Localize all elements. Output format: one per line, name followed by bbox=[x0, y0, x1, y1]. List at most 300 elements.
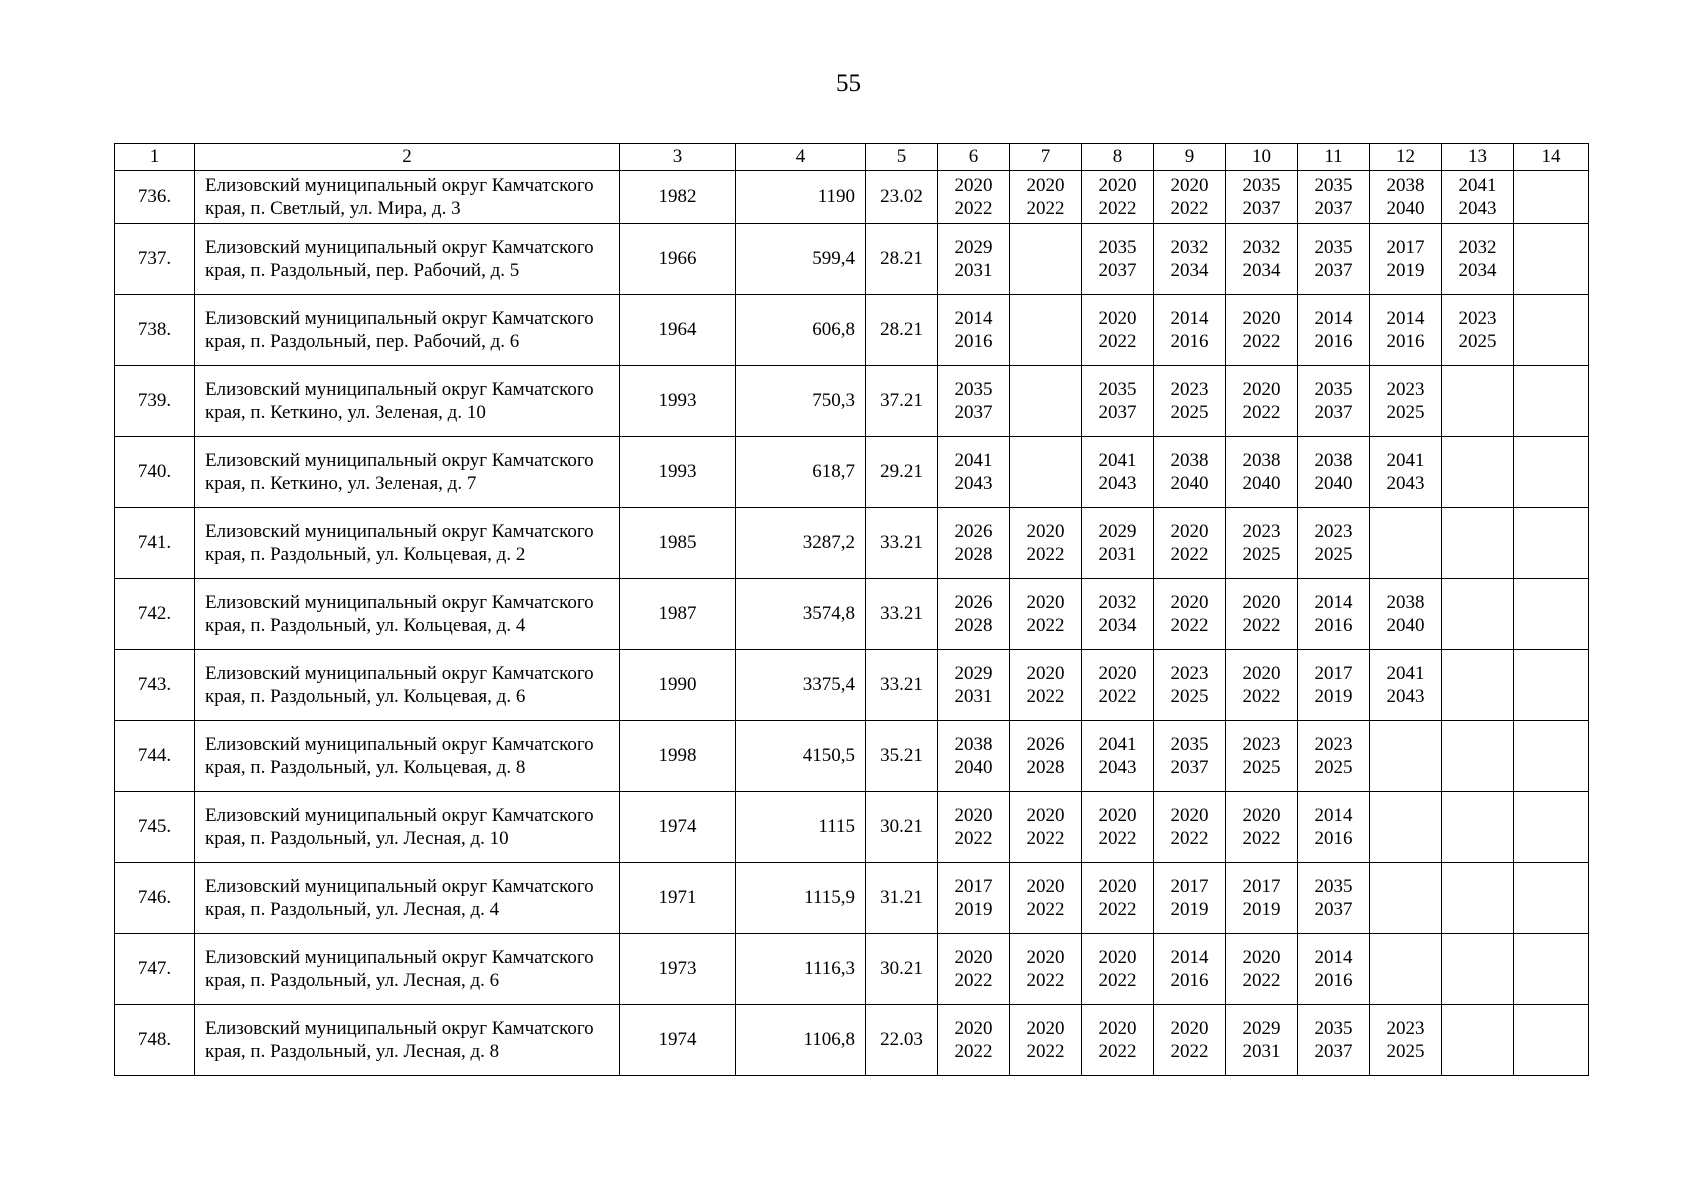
address-cell: Елизовский муниципальный округ Камчатского края, п. Кеткино, ул. Зеленая, д. 7 bbox=[195, 437, 620, 508]
period-start-year: 2014 bbox=[1170, 308, 1209, 329]
period-end-year: 2022 bbox=[1242, 331, 1281, 352]
period-cell-col-11 bbox=[1298, 224, 1370, 295]
period-end-year: 2022 bbox=[1026, 899, 1065, 920]
period-end-year: 2040 bbox=[1386, 198, 1425, 219]
period-cell-col-12 bbox=[1370, 721, 1442, 792]
period-end-year: 2022 bbox=[1170, 828, 1209, 849]
period-start-year: 2014 bbox=[954, 308, 993, 329]
period-start-year: 2023 bbox=[1242, 734, 1281, 755]
period-cell-col-14 bbox=[1514, 171, 1589, 224]
period-start-year: 2017 bbox=[1242, 876, 1281, 897]
period-end-year: 2025 bbox=[1242, 544, 1281, 565]
period-end-year: 2025 bbox=[1314, 757, 1353, 778]
period-end-year: 2022 bbox=[954, 198, 993, 219]
column-header-5: 5 bbox=[866, 144, 938, 171]
wear-cell: 30.21 bbox=[866, 792, 938, 863]
period-end-year: 2022 bbox=[1242, 402, 1281, 423]
period-cell-col-11 bbox=[1298, 721, 1370, 792]
period-end-year: 2043 bbox=[954, 473, 993, 494]
period-cell-col-12 bbox=[1370, 934, 1442, 1005]
period-cell-col-11 bbox=[1298, 366, 1370, 437]
construction-year-cell: 1966 bbox=[620, 224, 736, 295]
period-start-year: 2041 bbox=[1386, 450, 1425, 471]
row-number: 736. bbox=[115, 171, 195, 224]
period-cell-col-11 bbox=[1298, 1005, 1370, 1076]
period-start-year: 2026 bbox=[1026, 734, 1065, 755]
period-cell-col-13 bbox=[1442, 295, 1514, 366]
area-cell: 1115,9 bbox=[736, 863, 866, 934]
period-cell-col-9 bbox=[1154, 295, 1226, 366]
period-start-year: 2038 bbox=[1386, 175, 1425, 196]
period-start-year: 2023 bbox=[1170, 379, 1209, 400]
row-number: 748. bbox=[115, 1005, 195, 1076]
period-cell-col-12 bbox=[1370, 508, 1442, 579]
address-cell: Елизовский муниципальный округ Камчатского края, п. Раздольный, ул. Кольцевая, д. 2 bbox=[195, 508, 620, 579]
construction-year-cell: 1964 bbox=[620, 295, 736, 366]
area-cell: 1106,8 bbox=[736, 1005, 866, 1076]
period-end-year: 2040 bbox=[1242, 473, 1281, 494]
wear-cell: 33.21 bbox=[866, 508, 938, 579]
period-cell-col-8 bbox=[1082, 437, 1154, 508]
period-end-year: 2022 bbox=[954, 970, 993, 991]
period-end-year: 2022 bbox=[954, 1041, 993, 1062]
row-number: 738. bbox=[115, 295, 195, 366]
period-end-year: 2028 bbox=[954, 615, 993, 636]
period-start-year: 2020 bbox=[954, 805, 993, 826]
period-start-year: 2020 bbox=[1170, 805, 1209, 826]
period-start-year: 2035 bbox=[1098, 237, 1137, 258]
period-end-year: 2022 bbox=[1170, 615, 1209, 636]
construction-year-cell: 1987 bbox=[620, 579, 736, 650]
period-end-year: 2040 bbox=[1386, 615, 1425, 636]
period-start-year: 2035 bbox=[1314, 1018, 1353, 1039]
period-end-year: 2022 bbox=[1242, 615, 1281, 636]
period-cell-col-14 bbox=[1514, 650, 1589, 721]
period-cell-col-7 bbox=[1010, 579, 1082, 650]
period-start-year: 2032 bbox=[1098, 592, 1137, 613]
period-cell-col-10 bbox=[1226, 934, 1298, 1005]
period-start-year: 2041 bbox=[954, 450, 993, 471]
period-start-year: 2017 bbox=[1386, 237, 1425, 258]
period-cell-col-10 bbox=[1226, 437, 1298, 508]
area-cell: 618,7 bbox=[736, 437, 866, 508]
column-header-9: 9 bbox=[1154, 144, 1226, 171]
period-start-year: 2035 bbox=[1098, 379, 1137, 400]
period-end-year: 2025 bbox=[1386, 402, 1425, 423]
period-end-year: 2022 bbox=[1098, 970, 1137, 991]
period-cell-col-6 bbox=[938, 295, 1010, 366]
period-cell-col-6 bbox=[938, 366, 1010, 437]
area-cell: 750,3 bbox=[736, 366, 866, 437]
period-start-year: 2020 bbox=[1098, 663, 1137, 684]
housing-register-table bbox=[114, 143, 1589, 1076]
period-start-year: 2032 bbox=[1242, 237, 1281, 258]
period-cell-col-12 bbox=[1370, 1005, 1442, 1076]
period-end-year: 2022 bbox=[1098, 828, 1137, 849]
period-end-year: 2016 bbox=[1314, 828, 1353, 849]
period-cell-col-10 bbox=[1226, 721, 1298, 792]
period-cell-col-14 bbox=[1514, 721, 1589, 792]
period-end-year: 2037 bbox=[1314, 260, 1353, 281]
period-end-year: 2022 bbox=[1026, 686, 1065, 707]
period-start-year: 2029 bbox=[1098, 521, 1137, 542]
period-end-year: 2037 bbox=[1098, 402, 1137, 423]
period-end-year: 2037 bbox=[1314, 899, 1353, 920]
area-cell: 1190 bbox=[736, 171, 866, 224]
period-end-year: 2031 bbox=[1098, 544, 1137, 565]
period-start-year: 2014 bbox=[1314, 805, 1353, 826]
period-cell-col-9 bbox=[1154, 1005, 1226, 1076]
row-number: 745. bbox=[115, 792, 195, 863]
period-end-year: 2037 bbox=[1314, 402, 1353, 423]
table-row bbox=[115, 171, 1589, 224]
period-cell-col-9 bbox=[1154, 508, 1226, 579]
period-start-year: 2020 bbox=[1026, 175, 1065, 196]
area-cell: 599,4 bbox=[736, 224, 866, 295]
period-cell-col-9 bbox=[1154, 366, 1226, 437]
period-cell-col-11 bbox=[1298, 934, 1370, 1005]
period-start-year: 2020 bbox=[1098, 175, 1137, 196]
period-cell-col-8 bbox=[1082, 366, 1154, 437]
period-cell-col-12 bbox=[1370, 171, 1442, 224]
period-start-year: 2014 bbox=[1314, 592, 1353, 613]
period-start-year: 2020 bbox=[1242, 663, 1281, 684]
period-cell-col-7 bbox=[1010, 721, 1082, 792]
period-end-year: 2022 bbox=[1098, 331, 1137, 352]
period-start-year: 2014 bbox=[1314, 947, 1353, 968]
period-cell-col-8 bbox=[1082, 934, 1154, 1005]
period-end-year: 2022 bbox=[1242, 970, 1281, 991]
period-end-year: 2016 bbox=[1314, 331, 1353, 352]
column-header-7: 7 bbox=[1010, 144, 1082, 171]
period-cell-col-9 bbox=[1154, 437, 1226, 508]
period-cell-col-6 bbox=[938, 934, 1010, 1005]
period-start-year: 2020 bbox=[1242, 805, 1281, 826]
address-cell: Елизовский муниципальный округ Камчатского края, п. Кеткино, ул. Зеленая, д. 10 bbox=[195, 366, 620, 437]
period-cell-col-12 bbox=[1370, 295, 1442, 366]
area-cell: 4150,5 bbox=[736, 721, 866, 792]
period-start-year: 2014 bbox=[1386, 308, 1425, 329]
period-cell-col-7 bbox=[1010, 863, 1082, 934]
period-cell-col-7 bbox=[1010, 295, 1082, 366]
period-cell-col-11 bbox=[1298, 437, 1370, 508]
period-start-year: 2020 bbox=[1170, 521, 1209, 542]
wear-cell: 29.21 bbox=[866, 437, 938, 508]
period-start-year: 2035 bbox=[1314, 876, 1353, 897]
period-cell-col-12 bbox=[1370, 366, 1442, 437]
period-cell-col-12 bbox=[1370, 792, 1442, 863]
period-cell-col-10 bbox=[1226, 508, 1298, 579]
period-cell-col-11 bbox=[1298, 792, 1370, 863]
period-start-year: 2035 bbox=[1314, 175, 1353, 196]
row-number: 747. bbox=[115, 934, 195, 1005]
period-end-year: 2025 bbox=[1170, 686, 1209, 707]
period-cell-col-7 bbox=[1010, 650, 1082, 721]
period-end-year: 2037 bbox=[1098, 260, 1137, 281]
column-header-4: 4 bbox=[736, 144, 866, 171]
period-cell-col-13 bbox=[1442, 792, 1514, 863]
period-cell-col-11 bbox=[1298, 650, 1370, 721]
period-end-year: 2037 bbox=[1242, 198, 1281, 219]
period-end-year: 2019 bbox=[954, 899, 993, 920]
period-cell-col-6 bbox=[938, 508, 1010, 579]
wear-cell: 22.03 bbox=[866, 1005, 938, 1076]
period-start-year: 2020 bbox=[1098, 1018, 1137, 1039]
period-start-year: 2035 bbox=[954, 379, 993, 400]
period-cell-col-8 bbox=[1082, 579, 1154, 650]
period-cell-col-6 bbox=[938, 792, 1010, 863]
period-cell-col-11 bbox=[1298, 295, 1370, 366]
construction-year-cell: 1998 bbox=[620, 721, 736, 792]
period-start-year: 2026 bbox=[954, 592, 993, 613]
period-cell-col-13 bbox=[1442, 1005, 1514, 1076]
period-end-year: 2022 bbox=[1170, 198, 1209, 219]
period-end-year: 2037 bbox=[954, 402, 993, 423]
period-end-year: 2031 bbox=[1242, 1041, 1281, 1062]
period-start-year: 2035 bbox=[1242, 175, 1281, 196]
period-cell-col-10 bbox=[1226, 224, 1298, 295]
period-start-year: 2038 bbox=[1386, 592, 1425, 613]
period-start-year: 2017 bbox=[954, 876, 993, 897]
period-cell-col-14 bbox=[1514, 224, 1589, 295]
period-cell-col-14 bbox=[1514, 508, 1589, 579]
period-end-year: 2037 bbox=[1314, 198, 1353, 219]
period-start-year: 2020 bbox=[954, 175, 993, 196]
column-header-1: 1 bbox=[115, 144, 195, 171]
area-cell: 1116,3 bbox=[736, 934, 866, 1005]
period-end-year: 2034 bbox=[1242, 260, 1281, 281]
period-cell-col-10 bbox=[1226, 366, 1298, 437]
period-cell-col-8 bbox=[1082, 171, 1154, 224]
period-cell-col-9 bbox=[1154, 863, 1226, 934]
period-end-year: 2022 bbox=[1026, 544, 1065, 565]
row-number: 740. bbox=[115, 437, 195, 508]
period-end-year: 2016 bbox=[954, 331, 993, 352]
construction-year-cell: 1973 bbox=[620, 934, 736, 1005]
period-start-year: 2023 bbox=[1170, 663, 1209, 684]
period-start-year: 2023 bbox=[1458, 308, 1497, 329]
period-start-year: 2014 bbox=[1314, 308, 1353, 329]
construction-year-cell: 1971 bbox=[620, 863, 736, 934]
column-header-14: 14 bbox=[1514, 144, 1589, 171]
period-cell-col-9 bbox=[1154, 224, 1226, 295]
period-start-year: 2020 bbox=[1170, 1018, 1209, 1039]
period-end-year: 2019 bbox=[1242, 899, 1281, 920]
period-cell-col-12 bbox=[1370, 579, 1442, 650]
column-header-13: 13 bbox=[1442, 144, 1514, 171]
period-cell-col-6 bbox=[938, 171, 1010, 224]
construction-year-cell: 1993 bbox=[620, 366, 736, 437]
period-start-year: 2026 bbox=[954, 521, 993, 542]
period-end-year: 2040 bbox=[1170, 473, 1209, 494]
period-start-year: 2038 bbox=[954, 734, 993, 755]
address-cell: Елизовский муниципальный округ Камчатского края, п. Раздольный, ул. Кольцевая, д. 6 bbox=[195, 650, 620, 721]
period-cell-col-10 bbox=[1226, 792, 1298, 863]
table-row bbox=[115, 934, 1589, 1005]
period-start-year: 2020 bbox=[1098, 805, 1137, 826]
period-cell-col-13 bbox=[1442, 366, 1514, 437]
period-end-year: 2016 bbox=[1170, 970, 1209, 991]
table-row bbox=[115, 295, 1589, 366]
wear-cell: 35.21 bbox=[866, 721, 938, 792]
address-cell: Елизовский муниципальный округ Камчатского края, п. Раздольный, ул. Лесная, д. 6 bbox=[195, 934, 620, 1005]
period-start-year: 2023 bbox=[1314, 734, 1353, 755]
table-row bbox=[115, 863, 1589, 934]
period-end-year: 2043 bbox=[1098, 757, 1137, 778]
period-start-year: 2020 bbox=[1242, 308, 1281, 329]
period-cell-col-8 bbox=[1082, 295, 1154, 366]
period-cell-col-8 bbox=[1082, 1005, 1154, 1076]
period-cell-col-6 bbox=[938, 863, 1010, 934]
period-start-year: 2038 bbox=[1170, 450, 1209, 471]
period-start-year: 2032 bbox=[1458, 237, 1497, 258]
period-end-year: 2022 bbox=[1098, 686, 1137, 707]
period-end-year: 2028 bbox=[954, 544, 993, 565]
period-cell-col-12 bbox=[1370, 437, 1442, 508]
period-start-year: 2014 bbox=[1170, 947, 1209, 968]
period-cell-col-9 bbox=[1154, 934, 1226, 1005]
period-start-year: 2023 bbox=[1242, 521, 1281, 542]
period-cell-col-13 bbox=[1442, 863, 1514, 934]
period-cell-col-14 bbox=[1514, 366, 1589, 437]
period-start-year: 2023 bbox=[1386, 1018, 1425, 1039]
period-end-year: 2034 bbox=[1458, 260, 1497, 281]
column-header-12: 12 bbox=[1370, 144, 1442, 171]
period-start-year: 2029 bbox=[954, 663, 993, 684]
period-end-year: 2031 bbox=[954, 260, 993, 281]
area-cell: 3375,4 bbox=[736, 650, 866, 721]
wear-cell: 33.21 bbox=[866, 579, 938, 650]
period-end-year: 2034 bbox=[1098, 615, 1137, 636]
period-end-year: 2043 bbox=[1386, 473, 1425, 494]
period-end-year: 2022 bbox=[1026, 1041, 1065, 1062]
construction-year-cell: 1982 bbox=[620, 171, 736, 224]
period-cell-col-13 bbox=[1442, 171, 1514, 224]
column-header-3: 3 bbox=[620, 144, 736, 171]
address-cell: Елизовский муниципальный округ Камчатского края, п. Раздольный, ул. Кольцевая, д. 4 bbox=[195, 579, 620, 650]
area-cell: 606,8 bbox=[736, 295, 866, 366]
period-cell-col-8 bbox=[1082, 508, 1154, 579]
period-cell-col-7 bbox=[1010, 792, 1082, 863]
period-end-year: 2022 bbox=[1026, 198, 1065, 219]
period-cell-col-11 bbox=[1298, 171, 1370, 224]
period-start-year: 2038 bbox=[1242, 450, 1281, 471]
period-end-year: 2019 bbox=[1314, 686, 1353, 707]
period-end-year: 2037 bbox=[1314, 1041, 1353, 1062]
period-cell-col-8 bbox=[1082, 224, 1154, 295]
period-end-year: 2022 bbox=[1242, 686, 1281, 707]
period-cell-col-12 bbox=[1370, 224, 1442, 295]
address-cell: Елизовский муниципальный округ Камчатского края, п. Раздольный, ул. Кольцевая, д. 8 bbox=[195, 721, 620, 792]
period-end-year: 2040 bbox=[954, 757, 993, 778]
area-cell: 3574,8 bbox=[736, 579, 866, 650]
column-header-11: 11 bbox=[1298, 144, 1370, 171]
period-cell-col-9 bbox=[1154, 579, 1226, 650]
row-number: 737. bbox=[115, 224, 195, 295]
period-start-year: 2020 bbox=[1242, 592, 1281, 613]
wear-cell: 33.21 bbox=[866, 650, 938, 721]
period-cell-col-13 bbox=[1442, 934, 1514, 1005]
period-cell-col-14 bbox=[1514, 934, 1589, 1005]
period-start-year: 2035 bbox=[1314, 237, 1353, 258]
period-start-year: 2020 bbox=[1026, 592, 1065, 613]
row-number: 744. bbox=[115, 721, 195, 792]
address-cell: Елизовский муниципальный округ Камчатского края, п. Раздольный, ул. Лесная, д. 10 bbox=[195, 792, 620, 863]
period-start-year: 2020 bbox=[1026, 805, 1065, 826]
period-end-year: 2022 bbox=[1170, 1041, 1209, 1062]
address-cell: Елизовский муниципальный округ Камчатского края, п. Раздольный, ул. Лесная, д. 8 bbox=[195, 1005, 620, 1076]
address-cell: Елизовский муниципальный округ Камчатского края, п. Раздольный, пер. Рабочий, д. 5 bbox=[195, 224, 620, 295]
construction-year-cell: 1990 bbox=[620, 650, 736, 721]
period-end-year: 2043 bbox=[1458, 198, 1497, 219]
period-cell-col-6 bbox=[938, 650, 1010, 721]
column-header-10: 10 bbox=[1226, 144, 1298, 171]
period-end-year: 2043 bbox=[1386, 686, 1425, 707]
row-number: 742. bbox=[115, 579, 195, 650]
period-start-year: 2020 bbox=[1098, 947, 1137, 968]
row-number: 743. bbox=[115, 650, 195, 721]
period-cell-col-9 bbox=[1154, 792, 1226, 863]
table-row bbox=[115, 224, 1589, 295]
period-start-year: 2020 bbox=[1170, 592, 1209, 613]
row-number: 746. bbox=[115, 863, 195, 934]
period-end-year: 2043 bbox=[1098, 473, 1137, 494]
period-end-year: 2016 bbox=[1314, 615, 1353, 636]
wear-cell: 30.21 bbox=[866, 934, 938, 1005]
period-end-year: 2016 bbox=[1170, 331, 1209, 352]
period-cell-col-8 bbox=[1082, 721, 1154, 792]
table-row bbox=[115, 792, 1589, 863]
period-start-year: 2020 bbox=[1170, 175, 1209, 196]
period-cell-col-13 bbox=[1442, 224, 1514, 295]
period-cell-col-11 bbox=[1298, 579, 1370, 650]
area-cell: 1115 bbox=[736, 792, 866, 863]
period-end-year: 2040 bbox=[1314, 473, 1353, 494]
period-cell-col-8 bbox=[1082, 792, 1154, 863]
period-end-year: 2022 bbox=[954, 828, 993, 849]
wear-cell: 28.21 bbox=[866, 295, 938, 366]
column-header-6: 6 bbox=[938, 144, 1010, 171]
period-start-year: 2029 bbox=[1242, 1018, 1281, 1039]
period-start-year: 2020 bbox=[954, 947, 993, 968]
period-cell-col-14 bbox=[1514, 295, 1589, 366]
address-cell: Елизовский муниципальный округ Камчатского края, п. Светлый, ул. Мира, д. 3 bbox=[195, 171, 620, 224]
period-cell-col-8 bbox=[1082, 863, 1154, 934]
period-end-year: 2022 bbox=[1098, 1041, 1137, 1062]
column-number-row bbox=[115, 144, 1589, 171]
period-end-year: 2016 bbox=[1314, 970, 1353, 991]
period-end-year: 2025 bbox=[1458, 331, 1497, 352]
period-cell-col-6 bbox=[938, 579, 1010, 650]
construction-year-cell: 1974 bbox=[620, 1005, 736, 1076]
period-end-year: 2022 bbox=[1098, 198, 1137, 219]
period-end-year: 2022 bbox=[1026, 828, 1065, 849]
period-start-year: 2032 bbox=[1170, 237, 1209, 258]
period-end-year: 2025 bbox=[1386, 1041, 1425, 1062]
row-number: 739. bbox=[115, 366, 195, 437]
period-cell-col-9 bbox=[1154, 171, 1226, 224]
wear-cell: 37.21 bbox=[866, 366, 938, 437]
table-row bbox=[115, 366, 1589, 437]
period-end-year: 2019 bbox=[1170, 899, 1209, 920]
period-start-year: 2017 bbox=[1314, 663, 1353, 684]
period-end-year: 2022 bbox=[1026, 615, 1065, 636]
table-row bbox=[115, 508, 1589, 579]
period-cell-col-7 bbox=[1010, 508, 1082, 579]
row-number: 741. bbox=[115, 508, 195, 579]
period-cell-col-7 bbox=[1010, 934, 1082, 1005]
address-cell: Елизовский муниципальный округ Камчатского края, п. Раздольный, пер. Рабочий, д. 6 bbox=[195, 295, 620, 366]
